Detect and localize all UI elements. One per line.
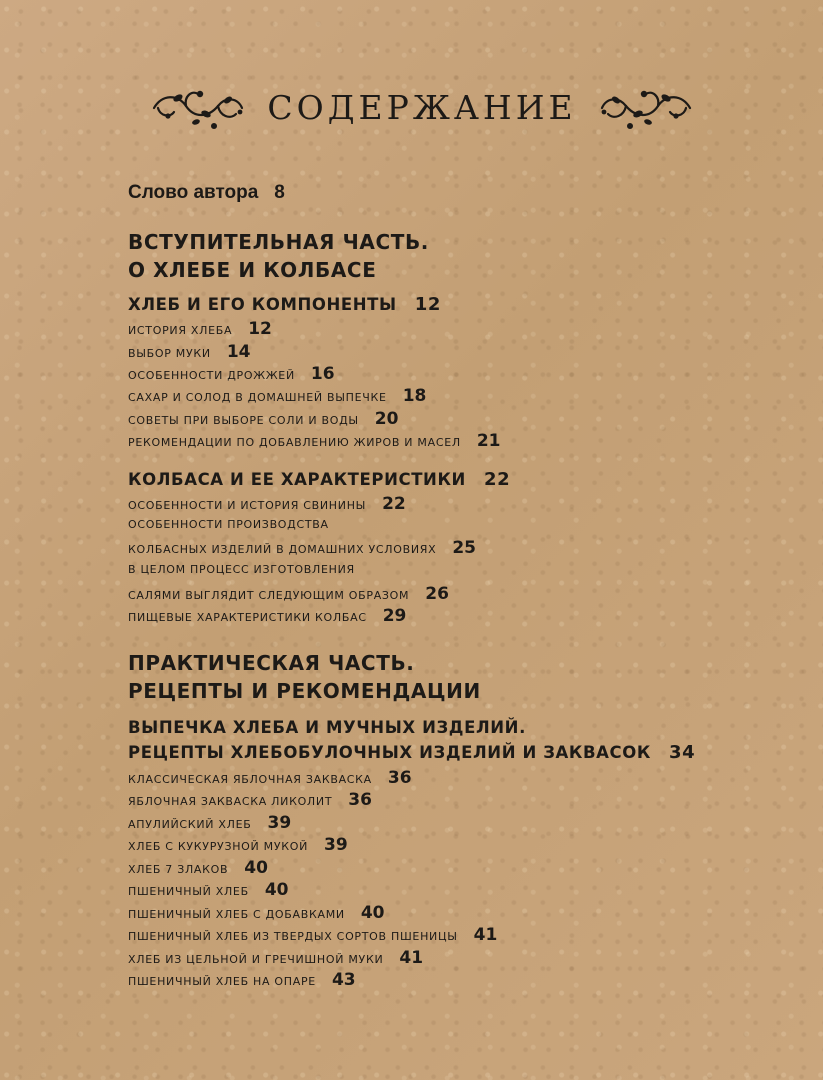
entry-page-number: 14: [226, 342, 251, 362]
entry-page-number: 36: [348, 790, 372, 810]
entry-page-number: 43: [331, 970, 356, 990]
entry-label: ПШЕНИЧНЫЙ ХЛЕБ: [128, 885, 249, 898]
toc-section-baking-line1[interactable]: ВЫПЕЧКА ХЛЕБА И МУЧНЫХ ИЗДЕЛИЙ.: [128, 718, 526, 737]
entry-page-number: 40: [244, 858, 268, 878]
toc-entry[interactable]: [128, 342, 251, 362]
toc-entry[interactable]: [128, 948, 423, 968]
section-label: ХЛЕБ И ЕГО КОМПОНЕНТЫ: [128, 295, 397, 314]
entry-label: ПИЩЕВЫЕ ХАРАКТЕРИСТИКИ КОЛБАС: [128, 611, 367, 624]
entry-label: ХЛЕБ С КУКУРУЗНОЙ МУКОЙ: [128, 840, 309, 853]
section-page-number: 34: [668, 742, 696, 763]
toc-entry[interactable]: [128, 925, 497, 945]
page-header: [0, 80, 823, 136]
entry-label: ВЫБОР МУКИ: [128, 347, 211, 360]
entry-page-number: 16: [310, 364, 335, 384]
entry-label: КЛАССИЧЕСКАЯ ЯБЛОЧНАЯ ЗАКВАСКА: [128, 773, 372, 786]
toc-entry[interactable]: [128, 538, 476, 558]
toc-entry[interactable]: [128, 409, 398, 429]
entry-label: ИСТОРИЯ ХЛЕБА: [128, 324, 233, 337]
entry-label: ПШЕНИЧНЫЙ ХЛЕБ ИЗ ТВЕРДЫХ СОРТОВ ПШЕНИЦЫ: [128, 930, 458, 943]
toc-entry[interactable]: [128, 880, 289, 900]
floral-vine-ornament-icon: [596, 82, 696, 132]
toc-entry[interactable]: [128, 790, 372, 810]
part-title-practice-line1: ПРАКТИЧЕСКАЯ ЧАСТЬ.: [128, 651, 415, 675]
entry-label: ОСОБЕННОСТИ ПРОИЗВОДСТВА: [128, 518, 329, 531]
toc-entry[interactable]: [128, 319, 272, 339]
entry-page-number: 12: [248, 319, 272, 339]
entry-page-number: 25: [452, 538, 476, 558]
toc-entry[interactable]: [128, 903, 385, 923]
entry-label: ХЛЕБ ИЗ ЦЕЛЬНОЙ И ГРЕЧИШНОЙ МУКИ: [128, 953, 384, 966]
part-title-practice-line2: РЕЦЕПТЫ И РЕКОМЕНДАЦИИ: [128, 679, 481, 703]
toc-entry-author-word[interactable]: [128, 182, 285, 204]
entry-page-number: 20: [374, 409, 399, 429]
toc-entry[interactable]: [128, 431, 501, 451]
entry-page-number: 40: [264, 880, 289, 900]
toc-section-bread[interactable]: [128, 294, 441, 315]
entry-label: ХЛЕБ 7 ЗЛАКОВ: [128, 863, 229, 876]
entry-page-number: 40: [360, 903, 385, 923]
entry-label: В ЦЕЛОМ ПРОЦЕСС ИЗГОТОВЛЕНИЯ: [128, 563, 355, 576]
toc-entry[interactable]: [128, 584, 449, 604]
toc-entry[interactable]: [128, 364, 335, 384]
toc-entry[interactable]: [128, 518, 329, 531]
section-label: КОЛБАСА И ЕЕ ХАРАКТЕРИСТИКИ: [128, 470, 466, 489]
toc-entry[interactable]: [128, 563, 355, 576]
entry-label: ПШЕНИЧНЫЙ ХЛЕБ С ДОБАВКАМИ: [128, 908, 345, 921]
entry-label: Слово автора: [128, 182, 259, 203]
entry-page-number: 41: [399, 948, 424, 968]
part-title-intro-line1: ВСТУПИТЕЛЬНАЯ ЧАСТЬ.: [128, 230, 430, 254]
entry-label: РЕКОМЕНДАЦИИ ПО ДОБАВЛЕНИЮ ЖИРОВ И МАСЕЛ: [128, 436, 461, 449]
toc-entry[interactable]: [128, 970, 356, 990]
entry-page-number: 8: [274, 182, 285, 203]
toc-section-sausage[interactable]: [128, 469, 510, 490]
toc-entry[interactable]: [128, 835, 348, 855]
entry-page-number: 39: [324, 835, 348, 855]
toc-entry[interactable]: [128, 494, 406, 514]
toc-entry[interactable]: [128, 386, 426, 406]
entry-label: ОСОБЕННОСТИ И ИСТОРИЯ СВИНИНЫ: [128, 499, 367, 512]
entry-label: СОВЕТЫ ПРИ ВЫБОРЕ СОЛИ И ВОДЫ: [128, 414, 359, 427]
entry-page-number: 18: [402, 386, 427, 406]
entry-label: ЯБЛОЧНАЯ ЗАКВАСКА ЛИКОЛИТ: [128, 795, 333, 808]
entry-label: САЛЯМИ ВЫГЛЯДИТ СЛЕДУЮЩИМ ОБРАЗОМ: [128, 589, 410, 602]
section-page-number: 12: [414, 294, 441, 315]
section-page-number: 22: [483, 469, 511, 490]
toc-entry[interactable]: [128, 813, 291, 833]
toc-entry[interactable]: [128, 858, 268, 878]
entry-label: ПШЕНИЧНЫЙ ХЛЕБ НА ОПАРЕ: [128, 975, 316, 988]
entry-page-number: 36: [387, 768, 412, 788]
floral-vine-ornament-icon: [148, 82, 248, 132]
page-title: СОДЕРЖАНИЕ: [267, 88, 577, 127]
section-label: РЕЦЕПТЫ ХЛЕБОБУЛОЧНЫХ ИЗДЕЛИЙ И ЗАКВАСОК: [128, 743, 651, 762]
toc-section-baking-line2[interactable]: [128, 742, 695, 763]
entry-page-number: 21: [476, 431, 501, 451]
entry-page-number: 22: [382, 494, 406, 514]
entry-label: САХАР И СОЛОД В ДОМАШНЕЙ ВЫПЕЧКЕ: [128, 391, 387, 404]
entry-label: КОЛБАСНЫХ ИЗДЕЛИЙ В ДОМАШНИХ УСЛОВИЯХ: [128, 543, 437, 556]
entry-page-number: 29: [382, 606, 407, 626]
entry-page-number: 26: [425, 584, 449, 604]
entry-page-number: 41: [473, 925, 498, 945]
entry-label: АПУЛИЙСКИЙ ХЛЕБ: [128, 818, 252, 831]
part-title-intro-line2: О ХЛЕБЕ И КОЛБАСЕ: [128, 258, 377, 282]
toc-entry[interactable]: [128, 606, 406, 626]
entry-label: ОСОБЕННОСТИ ДРОЖЖЕЙ: [128, 369, 295, 382]
toc-entry[interactable]: [128, 768, 412, 788]
entry-page-number: 39: [267, 813, 292, 833]
